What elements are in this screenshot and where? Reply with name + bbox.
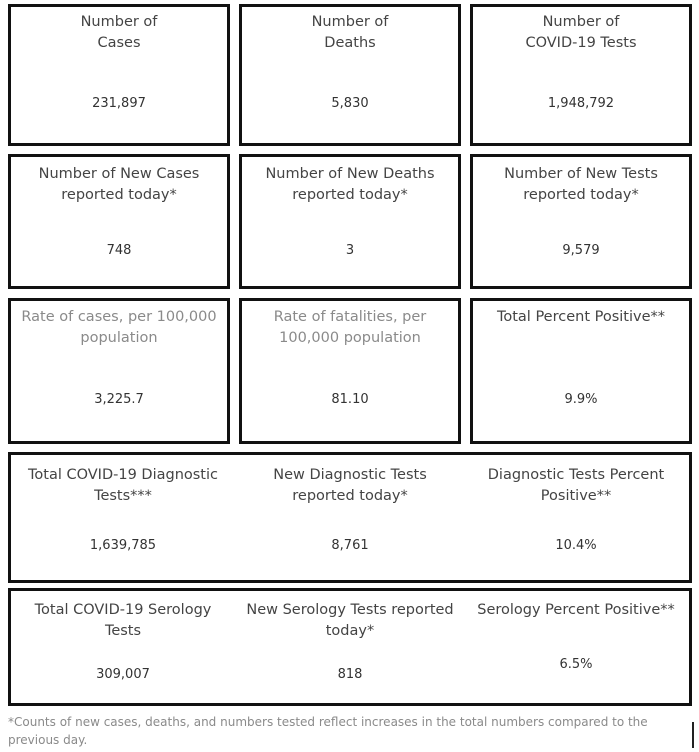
fatality-rate-title-line1: Rate of fatalities, per: [273, 309, 427, 325]
new-cases-title-line2: reported today*: [61, 187, 177, 203]
case-rate-title-line2: population: [80, 330, 158, 346]
case-rate-title-line1: Rate of cases, per 100,000: [21, 309, 217, 325]
new-tests-title-line1: Number of New Tests: [504, 166, 658, 182]
serology-new-title: [240, 600, 460, 642]
case-rate-value: 3,225.7: [94, 392, 144, 407]
diagnostic-percent-title: [466, 465, 686, 507]
cases-title-line1: Number of: [80, 14, 158, 30]
diagnostic-new-title-line2: reported today*: [292, 488, 408, 504]
diagnostic-total-title-line2: Tests***: [94, 488, 152, 504]
diagnostic-new-title: [240, 465, 460, 507]
new-deaths-title-line1: Number of New Deaths: [265, 166, 435, 182]
new-tests-title: [470, 164, 692, 206]
footnote: *Counts of new cases, deaths, and numbers tested reflect increases in the total numbers compared to the previous day.: [8, 715, 648, 747]
serology-percent-value: 6.5%: [559, 657, 593, 672]
diagnostic-total-value: 1,639,785: [89, 538, 157, 553]
new-deaths-value: 3: [345, 243, 355, 258]
serology-total-title-line1: Total COVID-19 Serology: [34, 602, 212, 618]
diagnostic-percent-value: 10.4%: [555, 538, 597, 553]
diagnostic-total-title-line1: Total COVID-19 Diagnostic: [28, 467, 218, 483]
cases-title: [8, 12, 230, 54]
diagnostic-percent-title-line1: Diagnostic Tests Percent: [487, 467, 665, 483]
cases-value: 231,897: [92, 96, 146, 111]
new-deaths-title: [239, 164, 461, 206]
new-cases-value: 748: [106, 243, 132, 258]
fatality-rate-value: 81.10: [331, 392, 369, 407]
diagnostic-percent-title-line2: Positive**: [540, 488, 612, 504]
new-tests-title-line2: reported today*: [523, 187, 639, 203]
diagnostic-new-title-line1: New Diagnostic Tests: [273, 467, 427, 483]
cases-title-line2: Cases: [97, 35, 141, 51]
serology-new-value: 818: [337, 667, 363, 682]
percent-positive-title: Total Percent Positive**: [496, 309, 666, 325]
new-cases-title: [8, 164, 230, 206]
scrollbar-edge[interactable]: [692, 722, 694, 748]
serology-total-value: 309,007: [96, 667, 150, 682]
tests-title-line2: COVID-19 Tests: [525, 35, 637, 51]
tests-value: 1,948,792: [547, 96, 615, 111]
serology-new-title-line1: New Serology Tests reported: [246, 602, 454, 618]
fatality-rate-title: [239, 307, 461, 349]
serology-total-title: [13, 600, 233, 642]
serology-percent-title: Serology Percent Positive**: [477, 602, 675, 618]
deaths-title-line2: Deaths: [324, 35, 376, 51]
case-rate-title: [8, 307, 230, 349]
fatality-rate-title-line2: 100,000 population: [279, 330, 421, 346]
tests-title-line1: Number of: [542, 14, 620, 30]
new-cases-title-line1: Number of New Cases: [38, 166, 200, 182]
new-deaths-title-line2: reported today*: [292, 187, 408, 203]
deaths-title-line1: Number of: [311, 14, 389, 30]
serology-new-title-line2: today*: [325, 623, 375, 639]
diagnostic-total-title: [13, 465, 233, 507]
deaths-value: 5,830: [331, 96, 369, 111]
serology-total-title-line2: Tests: [104, 623, 142, 639]
new-tests-value: 9,579: [562, 243, 600, 258]
deaths-title: [239, 12, 461, 54]
percent-positive-value: 9.9%: [564, 392, 598, 407]
tests-title: [470, 12, 692, 54]
diagnostic-new-value: 8,761: [331, 538, 369, 553]
